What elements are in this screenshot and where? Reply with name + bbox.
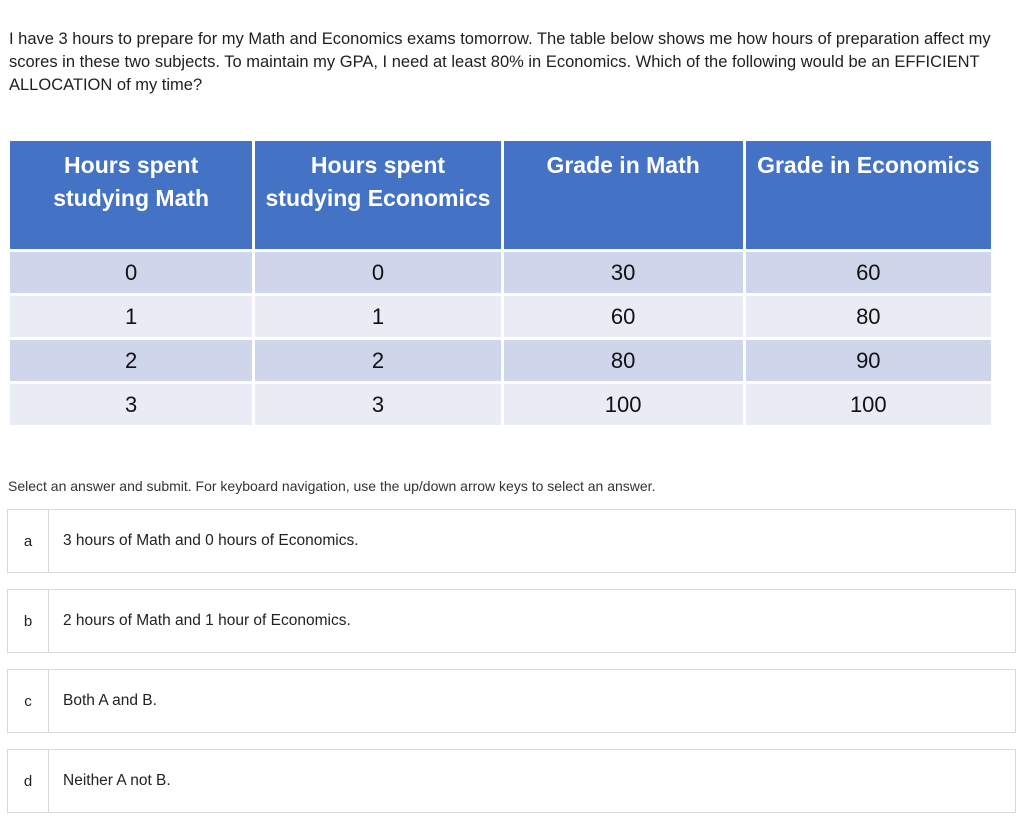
option-text: Neither A not B. (63, 772, 171, 789)
option-text: Both A and B. (63, 692, 157, 709)
table-cell: 2 (10, 340, 252, 381)
table-row (10, 340, 991, 381)
data-table (7, 138, 994, 428)
table-cell: 80 (746, 296, 991, 337)
option-letter: b (8, 590, 49, 652)
header-hours-math: Hours spent studying Math (10, 141, 252, 249)
option-text: 3 hours of Math and 0 hours of Economics. (63, 532, 359, 549)
table-cell: 100 (504, 384, 743, 425)
table-cell: 2 (255, 340, 500, 381)
table-cell: 80 (504, 340, 743, 381)
option-letter: d (8, 750, 49, 812)
table-cell: 90 (746, 340, 991, 381)
answer-options (7, 509, 1016, 829)
answer-option-d[interactable] (7, 749, 1016, 813)
table-cell: 3 (255, 384, 500, 425)
table-row (10, 252, 991, 293)
table-row (10, 296, 991, 337)
header-hours-economics: Hours spent studying Economics (255, 141, 500, 249)
header-grade-math: Grade in Math (504, 141, 743, 249)
table-cell: 1 (255, 296, 500, 337)
table-cell: 0 (255, 252, 500, 293)
table-cell: 3 (10, 384, 252, 425)
table-header-row (10, 141, 991, 249)
table-cell: 1 (10, 296, 252, 337)
table-cell: 0 (10, 252, 252, 293)
option-text: 2 hours of Math and 1 hour of Economics. (63, 612, 351, 629)
table-row (10, 384, 991, 425)
option-letter: c (8, 670, 49, 732)
answer-option-c[interactable] (7, 669, 1016, 733)
answer-instructions: Select an answer and submit. For keyboard navigation, use the up/down arrow keys to select an answer. (8, 478, 656, 494)
answer-option-b[interactable] (7, 589, 1016, 653)
answer-option-a[interactable] (7, 509, 1016, 573)
table-cell: 30 (504, 252, 743, 293)
question-text: I have 3 hours to prepare for my Math and Economics exams tomorrow. The table below shows me how hours of preparation affect my scores in these two subjects. To maintain my GPA, I need at least 80% in Economics. Which of the following would be an EFFICIENT ALLOCATION of my time? (9, 30, 991, 94)
table-cell: 60 (746, 252, 991, 293)
option-letter: a (8, 510, 49, 572)
table-cell: 60 (504, 296, 743, 337)
header-grade-economics: Grade in Economics (746, 141, 991, 249)
table-cell: 100 (746, 384, 991, 425)
